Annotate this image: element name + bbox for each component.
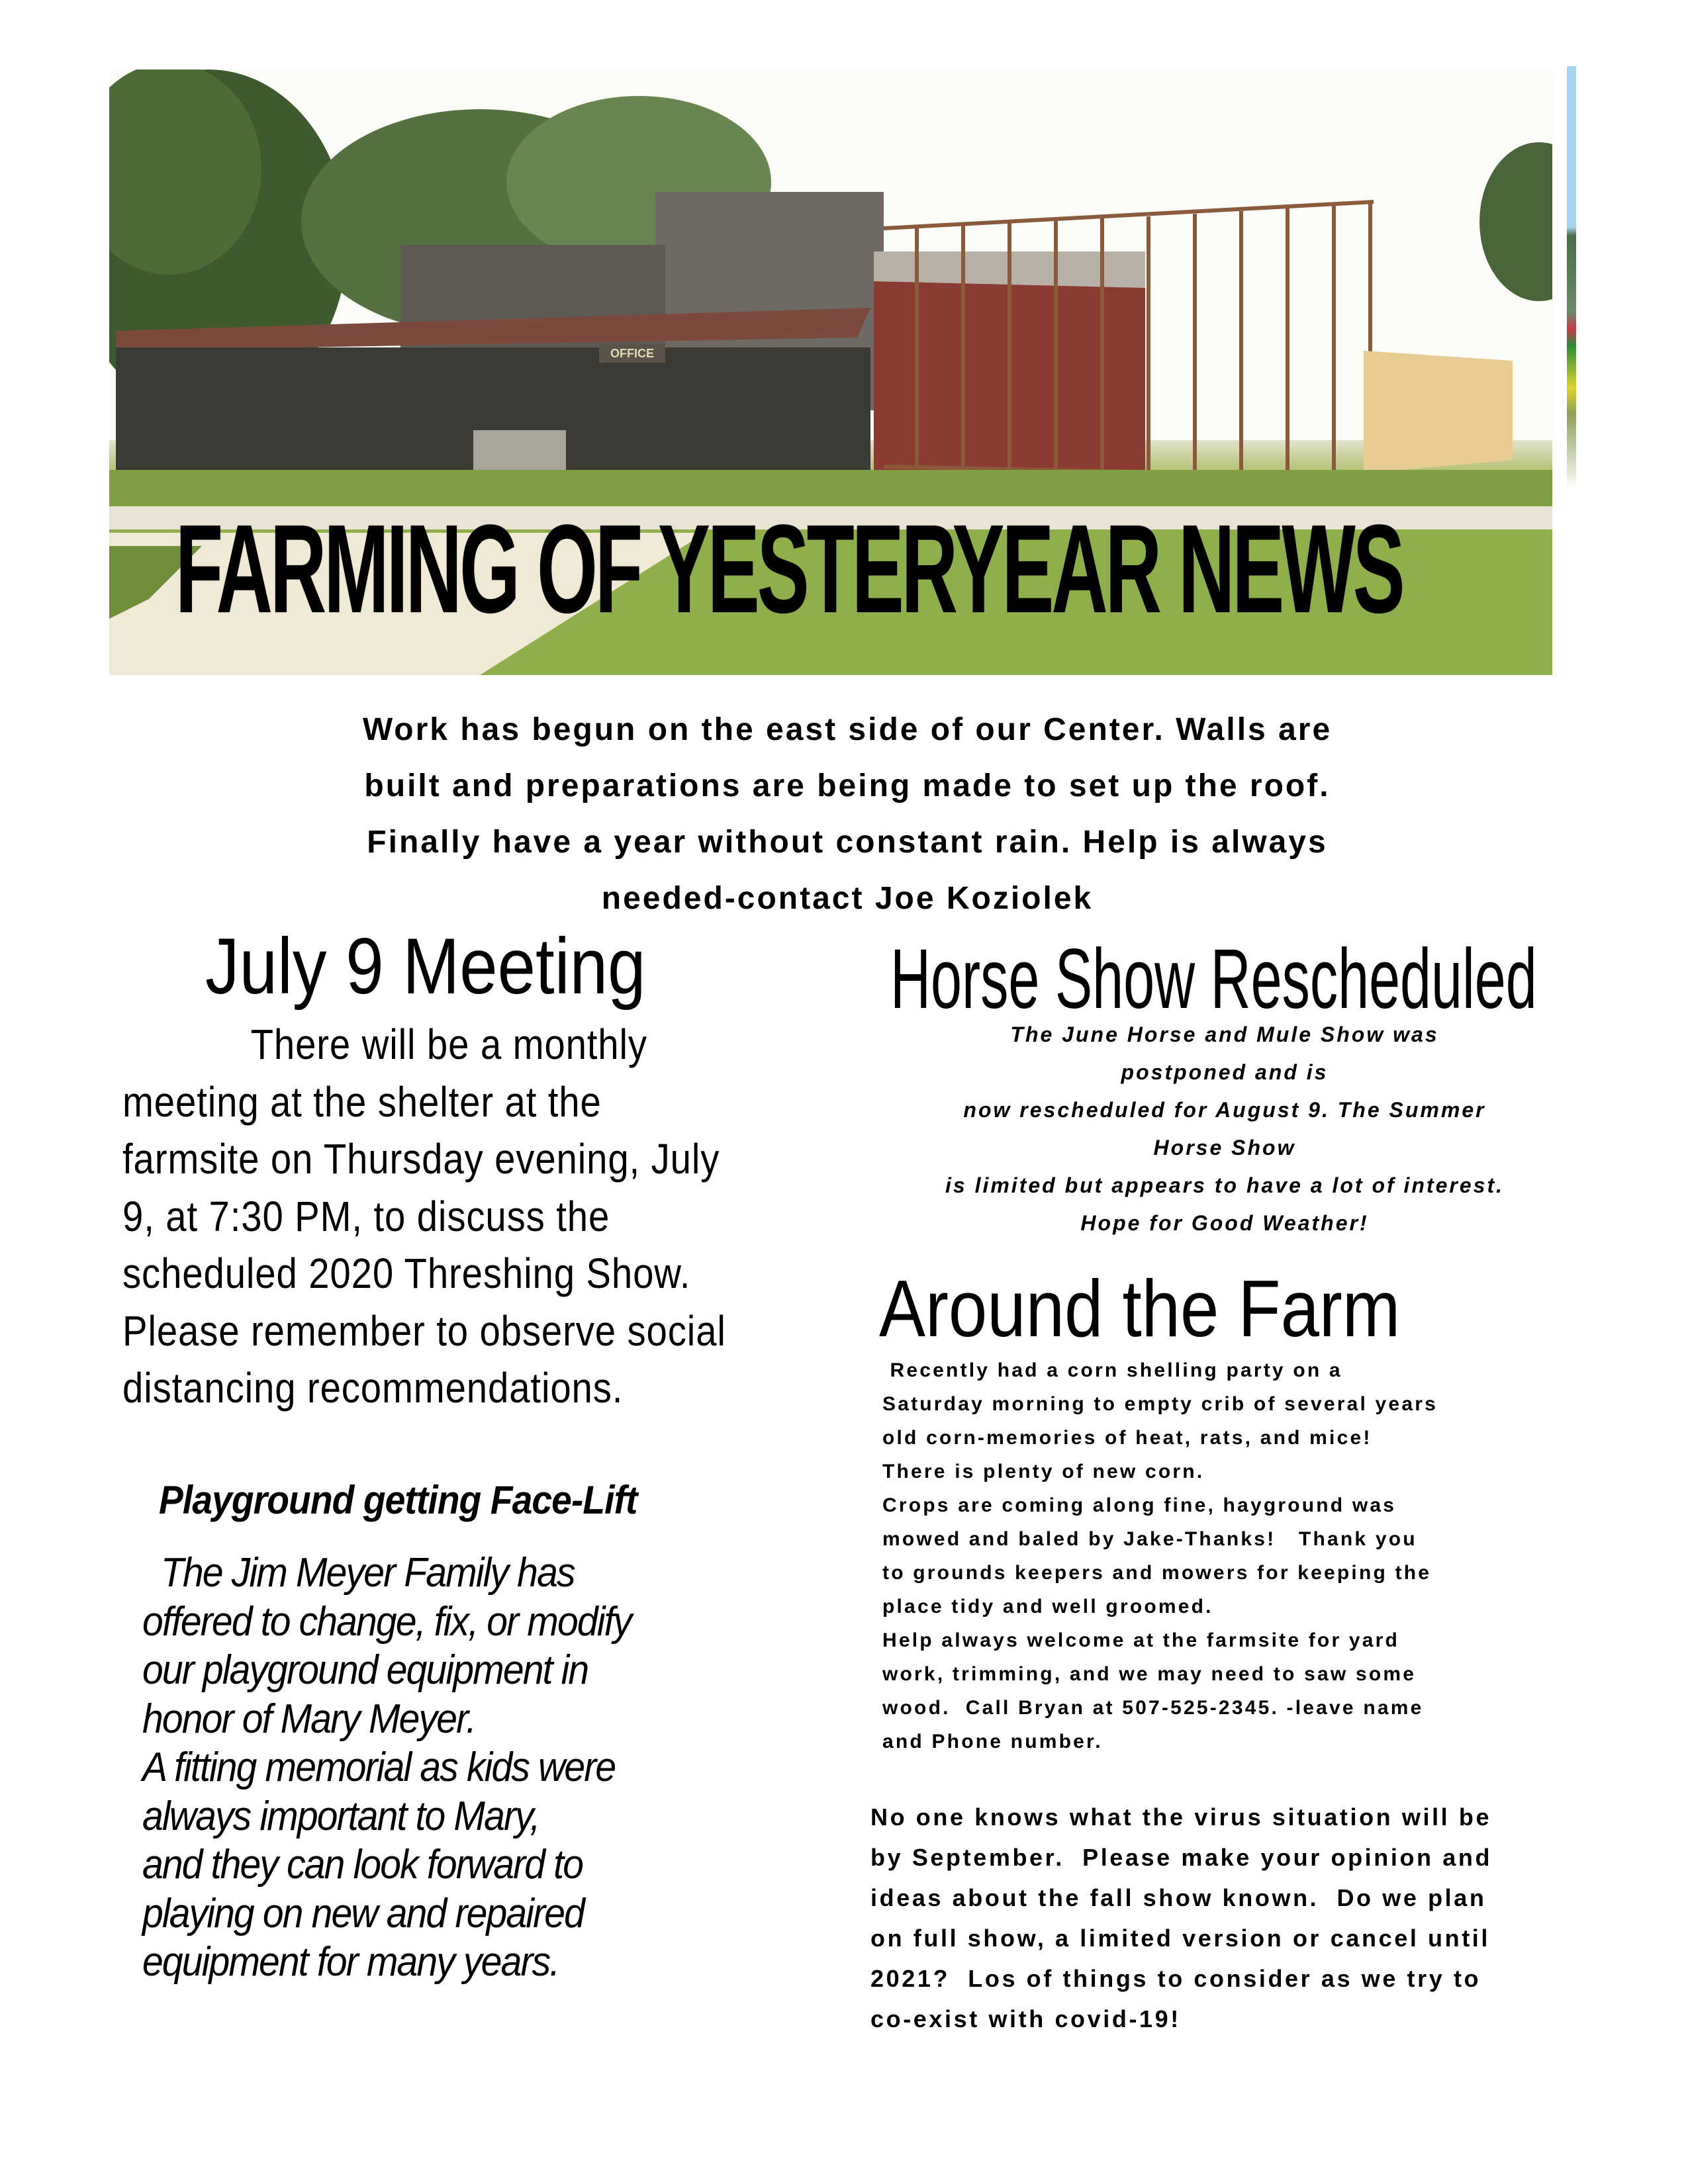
virus-note-line: 2021? Los of things to consider as we try to	[870, 1965, 1481, 1992]
horse-show-line: Hope for Good Weather!	[1080, 1211, 1369, 1235]
virus-note-line: by September. Please make your opinion and	[870, 1844, 1493, 1871]
playground-line: and they can look forward to	[142, 1842, 583, 1888]
virus-note	[870, 1797, 1618, 2039]
meeting-heading: July 9 Meeting	[205, 922, 646, 1011]
virus-note-line: co-exist with covid-19!	[870, 2005, 1181, 2032]
around-farm-heading: Around the Farm	[879, 1263, 1401, 1353]
playground-line: offered to change, fix, or modify	[142, 1598, 632, 1645]
meeting-article	[122, 1016, 837, 1417]
around-farm-line: Recently had a corn shelling party on a	[882, 1359, 1342, 1381]
horse-show-line: Horse Show	[1153, 1136, 1296, 1160]
around-farm-line: There is plenty of new corn.	[882, 1461, 1205, 1482]
horse-show-line: postponed and is	[1121, 1060, 1329, 1084]
around-farm-line: and Phone number.	[882, 1731, 1103, 1752]
playground-line: always important to Mary,	[142, 1793, 539, 1839]
around-farm-line: Help always welcome at the farmsite for yard	[882, 1629, 1400, 1651]
playground-line: The Jim Meyer Family has	[142, 1550, 575, 1596]
around-farm-line: Crops are coming along fine, hayground was	[882, 1494, 1397, 1516]
meeting-line: There will be a monthly	[250, 1021, 647, 1068]
around-farm-line: work, trimming, and we may need to saw some	[882, 1663, 1417, 1685]
svg-text:OFFICE: OFFICE	[610, 347, 654, 360]
playground-heading: Playground getting Face-Lift	[159, 1478, 637, 1522]
playground-line: equipment for many years.	[142, 1939, 559, 1985]
around-farm-line: mowed and baled by Jake-Thanks! Thank you	[882, 1528, 1417, 1550]
playground-line: honor of Mary Meyer.	[142, 1696, 476, 1742]
around-farm-line: Saturday morning to empty crib of several years	[882, 1393, 1438, 1415]
meeting-line: scheduled 2020 Threshing Show.	[122, 1250, 691, 1297]
around-farm-line: old corn-memories of heat, rats, and mice!	[882, 1427, 1372, 1449]
horse-show-line: is limited but appears to have a lot of interest.	[945, 1173, 1505, 1197]
horse-show-heading: Horse Show Rescheduled	[890, 932, 1537, 1026]
horse-show-line: The June Horse and Mule Show was	[1010, 1023, 1439, 1046]
around-farm-line: place tidy and well groomed.	[882, 1596, 1213, 1617]
horse-show-line: now rescheduled for August 9. The Summer	[963, 1098, 1486, 1122]
intro-line: needed-contact Joe Koziolek	[601, 881, 1094, 916]
horse-show-article	[861, 1016, 1589, 1242]
intro-line: built and preparations are being made to set up the roof.	[364, 768, 1331, 803]
newsletter-title: FARMING OF YESTERYEAR NEWS	[175, 499, 1403, 639]
around-farm-article	[882, 1353, 1611, 1758]
intro-paragraph	[225, 702, 1470, 927]
meeting-line: 9, at 7:30 PM, to discuss the	[122, 1192, 610, 1240]
meeting-line: distancing recommendations.	[122, 1364, 624, 1412]
around-farm-line: to grounds keepers and mowers for keeping the	[882, 1562, 1432, 1584]
meeting-line: meeting at the shelter at the	[122, 1077, 602, 1126]
around-farm-line: wood. Call Bryan at 507-525-2345. -leave name	[882, 1697, 1424, 1719]
playground-line: our playground equipment in	[142, 1647, 588, 1693]
virus-note-line: ideas about the fall show known. Do we plan	[870, 1884, 1487, 1911]
virus-note-line: No one knows what the virus situation will be	[870, 1803, 1492, 1831]
playground-line: A fitting memorial as kids were	[142, 1745, 616, 1790]
intro-line: Finally have a year without constant rain. Help is always	[367, 825, 1328, 860]
meeting-line: farmsite on Thursday evening, July	[122, 1135, 720, 1183]
photo-edge-strip	[1567, 66, 1576, 490]
playground-article	[142, 1549, 870, 1987]
intro-line: Work has begun on the east side of our Center. Walls are	[362, 712, 1333, 747]
virus-note-line: on full show, a limited version or cancel until	[870, 1925, 1490, 1952]
meeting-line: Please remember to observe social	[122, 1306, 726, 1355]
playground-line: playing on new and repaired	[142, 1890, 584, 1936]
